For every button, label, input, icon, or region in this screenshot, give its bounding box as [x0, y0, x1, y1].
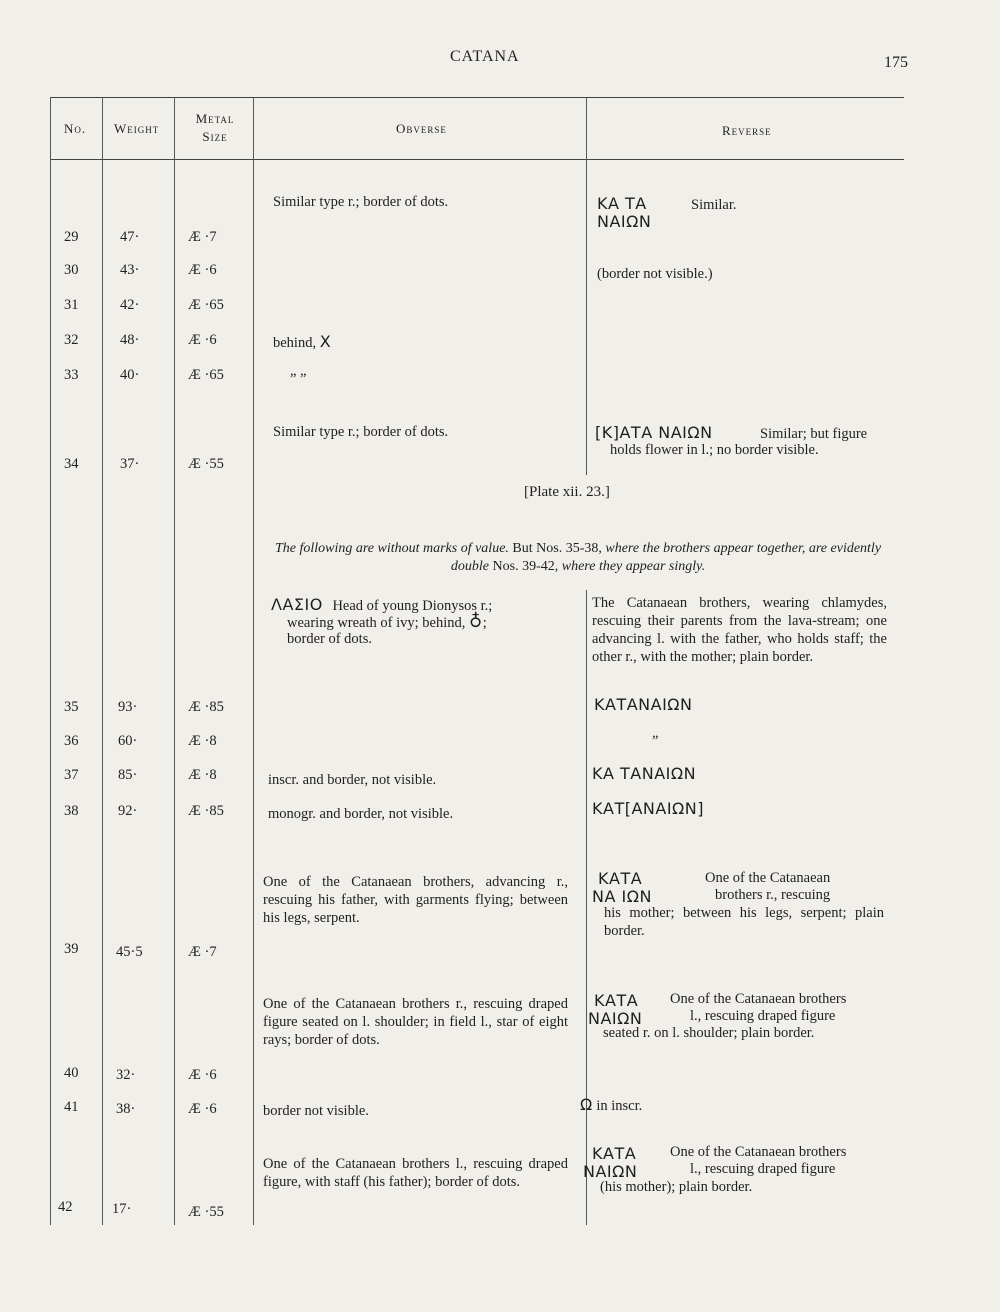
- reverse-42-text-a: One of the Catanaean brothers: [670, 1144, 847, 1160]
- reverse-group1-legend-b: ΝΑΙΩΝ: [597, 212, 652, 231]
- row-no-32: 32: [64, 332, 79, 348]
- monogram-icon: ♁: [469, 611, 483, 632]
- obverse-group2: Similar type r.; border of dots.: [273, 424, 449, 440]
- row-no-42: 42: [58, 1199, 73, 1215]
- reverse-group2-legend: [Κ]ΑΤΑ ΝΑΙΩΝ: [595, 423, 713, 442]
- reverse-40-legend-b: ΝΑΙΩΝ: [588, 1009, 643, 1028]
- row-weight-31: 42·: [120, 297, 140, 313]
- row-no-34: 34: [64, 456, 79, 472]
- reverse-39-legend-b: ΝΑ ΙΩΝ: [592, 887, 652, 906]
- reverse-group3: The Catanaean brothers, wearing chlamydes, rescuing their parents from the lava-stream; one advancing l. with the father, who holds staff; the other r., with the mother; plain border.: [592, 595, 887, 665]
- table-top-rule: [50, 97, 904, 98]
- col-header-weight: Weight: [114, 121, 160, 136]
- row-metal-37: Æ ·8: [188, 767, 217, 783]
- editorial-note: [268, 540, 888, 576]
- row-metal-33: Æ ·65: [188, 367, 224, 383]
- row-weight-36: 60·: [118, 733, 138, 749]
- col-header-reverse: Reverse: [722, 123, 772, 138]
- col-divider: [586, 97, 587, 475]
- reverse-42-text-c: (his mother); plain border.: [600, 1179, 753, 1195]
- row-no-38: 38: [64, 803, 79, 819]
- row-metal-41: Æ ·6: [188, 1101, 217, 1117]
- reverse-41: [580, 1096, 642, 1115]
- col-divider: [174, 97, 175, 1225]
- row-no-29: 29: [64, 229, 79, 245]
- row-metal-29: Æ ·7: [188, 229, 217, 245]
- note-part1: The following are without marks of value.: [274, 541, 509, 556]
- obverse-39: One of the Catanaean brothers, advancing r., rescuing his father, with garments flying; between his legs, serpent.: [263, 874, 568, 926]
- reverse-42-legend-b: ΝΑΙΩΝ: [583, 1162, 638, 1181]
- reverse-39-text-b: brothers r., rescuing: [715, 887, 831, 903]
- row-weight-35: 93·: [118, 699, 138, 715]
- reverse-30: (border not visible.): [597, 266, 713, 282]
- reverse-42-legend-a: ΚΑΤΑ: [592, 1144, 637, 1163]
- row-no-36: 36: [64, 733, 79, 749]
- reverse-39-text-a: One of the Catanaean: [705, 870, 831, 886]
- row-weight-33: 40·: [120, 367, 140, 383]
- row-weight-41: 38·: [116, 1101, 136, 1117]
- reverse-group2-text-b: holds flower in l.; no border visible.: [610, 442, 819, 458]
- row-weight-39: 45·5: [116, 944, 143, 960]
- obverse-38: monogr. and border, not visible.: [268, 806, 454, 822]
- row-metal-32: Æ ·6: [188, 332, 217, 348]
- obverse-group3-text-b: wearing wreath of ivy; behind,: [287, 615, 466, 631]
- obverse-group3-legend: ΛΑΣΙΟ: [271, 595, 323, 614]
- obverse-32-symbol: X: [319, 332, 332, 351]
- reverse-group1-text: Similar.: [691, 197, 737, 213]
- row-metal-39: Æ ·7: [188, 944, 217, 960]
- col-header-no: No.: [64, 121, 87, 136]
- obverse-40: One of the Catanaean brothers r., rescuing draped figure seated on l. shoulder; in field l., star of eight rays; border of dots.: [263, 996, 568, 1048]
- row-no-40: 40: [64, 1065, 79, 1081]
- row-no-33: 33: [64, 367, 79, 383]
- reverse-40-text-c: seated r. on l. shoulder; plain border.: [603, 1025, 815, 1041]
- row-weight-30: 43·: [120, 262, 140, 278]
- note-part5: where they appear singly.: [561, 559, 706, 574]
- obverse-group3-text-d: border of dots.: [287, 631, 372, 647]
- row-no-30: 30: [64, 262, 79, 278]
- col-divider: [586, 590, 587, 1225]
- reverse-39-legend-a: ΚΑΤΑ: [598, 869, 643, 888]
- col-divider: [253, 97, 254, 1225]
- row-metal-30: Æ ·6: [188, 262, 217, 278]
- reverse-group1-legend-a: ΚΑ ΤΑ: [597, 194, 647, 213]
- obverse-group3-text-a: Head of young Dionysos r.;: [332, 598, 493, 614]
- row-metal-36: Æ ·8: [188, 733, 217, 749]
- row-no-39: 39: [64, 941, 79, 957]
- row-metal-31: Æ ·65: [188, 297, 224, 313]
- row-metal-40: Æ ·6: [188, 1067, 217, 1083]
- omega-symbol: Ω: [580, 1095, 593, 1114]
- obverse-32-prefix: behind,: [273, 335, 317, 351]
- page-number: 175: [884, 54, 908, 71]
- row-no-31: 31: [64, 297, 79, 313]
- row-metal-38: Æ ·85: [188, 803, 224, 819]
- row-weight-34: 37·: [120, 456, 140, 472]
- reverse-36-ditto: ”: [652, 733, 659, 749]
- col-header-metal-size: Metal Size: [195, 111, 235, 144]
- reverse-35: ΚΑΤΑΝΑΙΩΝ: [594, 695, 693, 714]
- note-part4: Nos. 39-42,: [492, 559, 559, 574]
- row-metal-35: Æ ·85: [188, 699, 224, 715]
- reverse-37: ΚΑ ΤΑΝΑΙΩΝ: [592, 764, 697, 783]
- obverse-group3-text-c: ;: [482, 615, 487, 631]
- obverse-33-ditto: ” ”: [290, 371, 307, 387]
- col-divider: [102, 97, 103, 1225]
- note-part3: where the brothers appear together, are evidently double: [450, 541, 882, 574]
- obverse-group1: Similar type r.; border of dots.: [273, 194, 449, 210]
- row-weight-37: 85·: [118, 767, 138, 783]
- row-no-35: 35: [64, 699, 79, 715]
- col-divider: [50, 97, 51, 1225]
- reverse-40-text-a: One of the Catanaean brothers: [670, 991, 847, 1007]
- obverse-42: One of the Catanaean brothers l., rescuing draped figure, with staff (his father); border of dots.: [263, 1156, 568, 1190]
- row-weight-29: 47·: [120, 229, 140, 245]
- obverse-37: inscr. and border, not visible.: [268, 772, 437, 788]
- obverse-41: border not visible.: [263, 1103, 369, 1119]
- row-metal-34: Æ ·55: [188, 456, 224, 472]
- reverse-42-text-b: l., rescuing draped figure: [690, 1161, 836, 1177]
- plate-reference: [Plate xii. 23.]: [524, 484, 610, 500]
- row-no-41: 41: [64, 1099, 79, 1115]
- row-weight-42: 17·: [112, 1201, 132, 1217]
- row-no-37: 37: [64, 767, 79, 783]
- reverse-group2-text-a: Similar; but figure: [760, 426, 868, 442]
- obverse-32: [273, 333, 331, 352]
- reverse-39-text-c: his mother; between his legs, serpent; plain border.: [604, 905, 884, 939]
- row-metal-42: Æ ·55: [188, 1204, 224, 1220]
- row-weight-32: 48·: [120, 332, 140, 348]
- page-title: CATANA: [450, 48, 520, 65]
- reverse-38: ΚΑΤ[ΑΝΑΙΩΝ]: [592, 799, 704, 818]
- row-weight-40: 32·: [116, 1067, 136, 1083]
- reverse-40-text-b: l., rescuing draped figure: [690, 1008, 836, 1024]
- reverse-40-legend-a: ΚΑΤΑ: [594, 991, 639, 1010]
- header-bottom-rule: [50, 159, 904, 160]
- col-header-obverse: Obverse: [396, 121, 447, 136]
- reverse-41-text: in inscr.: [596, 1098, 643, 1114]
- row-weight-38: 92·: [118, 803, 138, 819]
- note-part2: But Nos. 35-38,: [512, 541, 602, 556]
